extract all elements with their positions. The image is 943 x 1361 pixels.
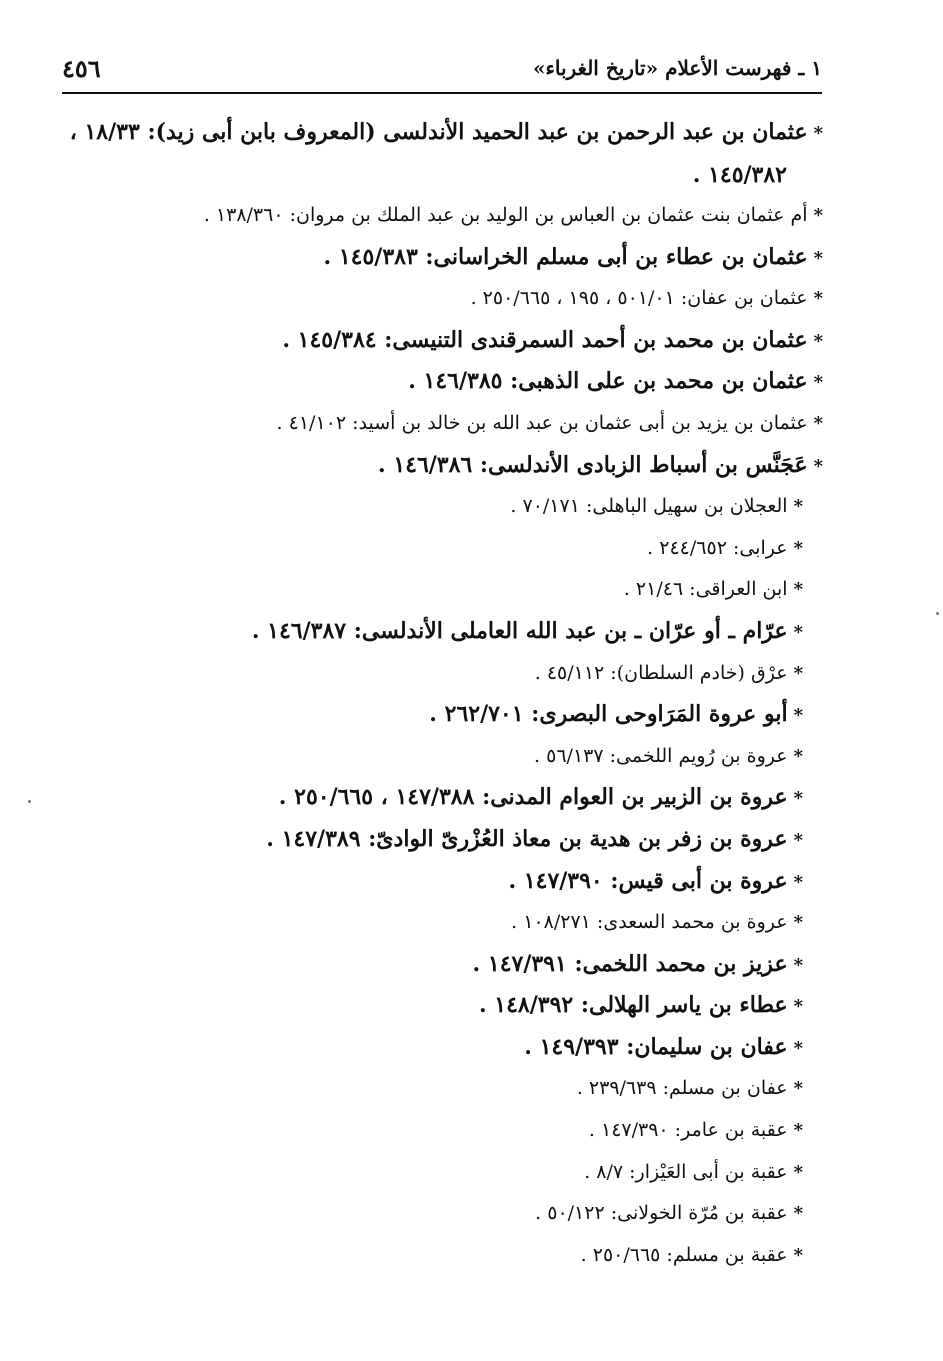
entry-text: أم عثمان بنت عثمان بن العباس بن الوليد بن عبد الملك بن مروان: ١٣٨/٣٦٠ . xyxy=(203,204,808,226)
entry-text: العجلان بن سهيل الباهلى: ٧٠/١٧١ . xyxy=(510,495,788,518)
entry-marker: * xyxy=(813,205,823,226)
entry-text: عثمان بن عفان: ٥٠١/٠١ ، ١٩٥ ، ٢٥٠/٦٦٥ . xyxy=(470,287,808,310)
entry-marker: * xyxy=(793,912,803,934)
index-entry xyxy=(63,1110,823,1152)
entry-text: عثمان بن محمد بن على الذهبى: ١٤٦/٣٨٥ . xyxy=(408,368,808,395)
page-number: ٤٥٦ xyxy=(62,54,101,83)
index-entry xyxy=(63,777,823,819)
entry-marker: * xyxy=(813,330,823,352)
entry-marker: * xyxy=(813,412,823,434)
entry-marker: * xyxy=(793,871,803,893)
entry-marker: * xyxy=(793,954,803,976)
index-entry xyxy=(63,653,823,695)
entry-marker: * xyxy=(793,579,803,601)
index-entry xyxy=(63,486,823,528)
entry-marker: * xyxy=(793,662,803,684)
index-entry xyxy=(63,403,823,445)
entry-text: عروة بن أبى قيس: ١٤٧/٣٩٠ . xyxy=(508,867,788,894)
index-entry xyxy=(63,1152,823,1194)
index-entry xyxy=(63,278,823,320)
entry-continuation: ١٤٥/٣٨٢ . xyxy=(692,161,787,188)
index-entry xyxy=(63,320,823,362)
index-entry xyxy=(63,1235,823,1277)
index-entries xyxy=(63,112,823,1276)
entry-text: عقبة بن مُرّة الخولانى: ٥٠/١٢٢ . xyxy=(535,1202,788,1225)
entry-marker: * xyxy=(793,496,803,518)
running-header xyxy=(62,52,822,92)
entry-text: عرْق (خادم السلطان): ٤٥/١١٢ . xyxy=(534,661,788,684)
entry-marker: * xyxy=(793,829,803,851)
entry-marker: * xyxy=(793,996,803,1018)
entry-text: عرّام ـ أو عرّان ـ بن عبد الله العاملى الأندلسى: ١٤٦/٣٨٧ . xyxy=(251,617,788,644)
index-entry xyxy=(63,195,823,237)
index-entry xyxy=(63,361,823,403)
entry-marker: * xyxy=(813,372,823,394)
index-entry xyxy=(63,736,823,778)
entry-marker: * xyxy=(813,288,823,310)
entry-text: عقبة بن عامر: ١٤٧/٣٩٠ . xyxy=(588,1119,788,1142)
entry-marker: * xyxy=(793,1037,803,1059)
index-entry xyxy=(63,528,823,570)
entry-text: عثمان بن محمد بن أحمد السمرقندى التنيسى: ١٤٥/٣٨٤ . xyxy=(282,326,808,353)
header-rule xyxy=(62,92,822,94)
index-entry xyxy=(63,694,823,736)
entry-text: عرابى: ٢٤٤/٦٥٢ . xyxy=(647,536,788,559)
index-entry xyxy=(63,1193,823,1235)
entry-text: عقبة بن مسلم: ٢٥٠/٦٦٥ . xyxy=(580,1243,788,1266)
entry-marker: * xyxy=(793,1161,803,1183)
entry-marker: * xyxy=(793,745,803,767)
index-entry xyxy=(63,611,823,653)
entry-text: عثمان بن عبد الرحمن بن عبد الحميد الأندلسى (المعروف بابن أبى زيد): ١٨/٣٣ ، xyxy=(69,119,808,145)
entry-marker: * xyxy=(793,621,803,643)
entry-text: عروة بن رُويم اللخمى: ٥٦/١٣٧ . xyxy=(534,744,788,767)
entry-text: عطاء بن ياسر الهلالى: ١٤٨/٣٩٢ . xyxy=(478,992,788,1019)
entry-text: عزيز بن محمد اللخمى: ١٤٧/٣٩١ . xyxy=(472,950,788,977)
entry-marker: * xyxy=(793,1203,803,1225)
entry-text: عفان بن مسلم: ٢٣٩/٦٣٩ . xyxy=(576,1077,788,1100)
entry-marker: * xyxy=(813,455,823,477)
index-entry xyxy=(63,112,823,195)
entry-marker: * xyxy=(813,247,823,269)
entry-marker: * xyxy=(793,1078,803,1100)
paper-speck xyxy=(936,612,939,615)
index-entry xyxy=(63,944,823,986)
running-header-title: ١ ـ فهرست الأعلام «تاريخ الغرباء» xyxy=(532,56,822,80)
paper-speck xyxy=(28,800,31,803)
index-entry xyxy=(63,445,823,487)
index-entry xyxy=(63,1068,823,1110)
entry-text: عروة بن محمد السعدى: ١٠٨/٢٧١ . xyxy=(511,911,788,934)
entry-text: عثمان بن عطاء بن أبى مسلم الخراسانى: ١٤٥/٣٨٣ . xyxy=(323,243,808,270)
entry-text: عقبة بن أبى العَيْزار: ٨/٧ . xyxy=(584,1160,788,1183)
index-entry xyxy=(63,902,823,944)
entry-marker: * xyxy=(793,1244,803,1266)
entry-text: عَجَنَّس بن أسباط الزبادى الأندلسى: ١٤٦/٣٨٦ . xyxy=(377,451,808,478)
entry-marker: * xyxy=(793,537,803,559)
entry-marker: * xyxy=(793,705,803,727)
index-entry xyxy=(63,861,823,903)
entry-text: ابن العراقى: ٢١/٤٦ . xyxy=(623,578,788,601)
index-entry xyxy=(63,1027,823,1069)
entry-text: عثمان بن يزيد بن أبى عثمان بن عبد الله بن خالد بن أسيد: ٤١/١٠٢ . xyxy=(276,411,808,434)
entry-marker: * xyxy=(813,123,823,144)
entry-text: عفان بن سليمان: ١٤٩/٣٩٣ . xyxy=(524,1033,788,1060)
index-entry xyxy=(63,569,823,611)
entry-text: عروة بن الزبير بن العوام المدنى: ١٤٧/٣٨٨ ، ٢٥٠/٦٦٥ . xyxy=(278,784,788,811)
entry-marker: * xyxy=(793,1120,803,1142)
entry-text: عروة بن زفر بن هدية بن معاذ العُزْرىّ الوادىّ: ١٤٧/٣٨٩ . xyxy=(266,825,788,852)
entry-marker: * xyxy=(793,788,803,810)
index-entry xyxy=(63,237,823,279)
index-entry xyxy=(63,985,823,1027)
index-entry xyxy=(63,819,823,861)
entry-text: أبو عروة المَرَاوحى البصرى: ٢٦٢/٧٠١ . xyxy=(429,701,788,728)
